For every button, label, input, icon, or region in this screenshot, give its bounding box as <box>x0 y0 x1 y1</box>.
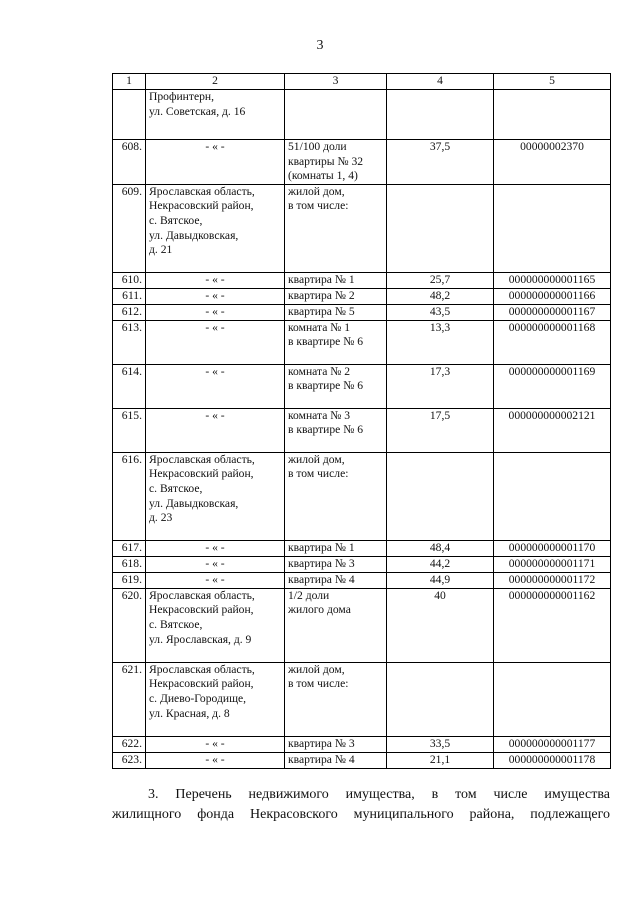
row-number-cell: 621. <box>113 662 146 736</box>
area-cell: 48,4 <box>387 540 494 556</box>
area-cell: 33,5 <box>387 736 494 752</box>
address-cell: Профинтерн, ул. Советская, д. 16 <box>146 90 285 140</box>
object-description-cell: комната № 1 в квартире № 6 <box>285 320 387 364</box>
row-number-cell: 622. <box>113 736 146 752</box>
area-cell: 25,7 <box>387 272 494 288</box>
object-description-cell: квартира № 4 <box>285 572 387 588</box>
address-cell: - « - <box>146 556 285 572</box>
row-number-cell: 616. <box>113 452 146 540</box>
address-cell: - « - <box>146 540 285 556</box>
column-header: 5 <box>494 74 611 90</box>
row-number-cell: 620. <box>113 588 146 662</box>
registry-code-cell: 000000000001178 <box>494 752 611 768</box>
table-row <box>113 304 611 320</box>
area-cell: 44,2 <box>387 556 494 572</box>
address-cell: - « - <box>146 288 285 304</box>
column-header: 4 <box>387 74 494 90</box>
property-table <box>112 73 611 769</box>
address-cell: Ярославская область, Некрасовский район, с. Диево-Городище, ул. Красная, д. 8 <box>146 662 285 736</box>
object-description-cell: квартира № 4 <box>285 752 387 768</box>
address-cell: - « - <box>146 304 285 320</box>
row-number-cell: 608. <box>113 140 146 185</box>
row-number-cell: 611. <box>113 288 146 304</box>
area-cell: 48,2 <box>387 288 494 304</box>
area-cell <box>387 452 494 540</box>
table-row <box>113 588 611 662</box>
object-description-cell: 51/100 доли квартиры № 32 (комнаты 1, 4) <box>285 140 387 185</box>
registry-code-cell: 000000000001165 <box>494 272 611 288</box>
row-number-cell: 619. <box>113 572 146 588</box>
row-number-cell: 612. <box>113 304 146 320</box>
row-number-cell: 613. <box>113 320 146 364</box>
column-header: 2 <box>146 74 285 90</box>
table-row <box>113 572 611 588</box>
table-row <box>113 540 611 556</box>
address-cell: - « - <box>146 364 285 408</box>
row-number-cell: 618. <box>113 556 146 572</box>
registry-code-cell: 000000000001170 <box>494 540 611 556</box>
table-row <box>113 140 611 185</box>
registry-code-cell <box>494 90 611 140</box>
row-number-cell: 617. <box>113 540 146 556</box>
registry-code-cell <box>494 184 611 272</box>
area-cell: 44,9 <box>387 572 494 588</box>
address-cell: - « - <box>146 272 285 288</box>
registry-code-cell: 000000000001168 <box>494 320 611 364</box>
registry-code-cell: 000000000001171 <box>494 556 611 572</box>
area-cell <box>387 662 494 736</box>
area-cell: 17,5 <box>387 408 494 452</box>
table-header-row <box>113 74 611 90</box>
object-description-cell: квартира № 3 <box>285 556 387 572</box>
registry-code-cell: 000000000001177 <box>494 736 611 752</box>
row-number-cell: 615. <box>113 408 146 452</box>
registry-code-cell: 000000000002121 <box>494 408 611 452</box>
object-description-cell: 1/2 доли жилого дома <box>285 588 387 662</box>
address-cell: - « - <box>146 408 285 452</box>
object-description-cell: квартира № 2 <box>285 288 387 304</box>
row-number-cell <box>113 90 146 140</box>
object-description-cell: квартира № 5 <box>285 304 387 320</box>
object-description-cell: жилой дом, в том числе: <box>285 662 387 736</box>
object-description-cell: квартира № 3 <box>285 736 387 752</box>
registry-code-cell: 00000002370 <box>494 140 611 185</box>
column-header: 1 <box>113 74 146 90</box>
table-row <box>113 662 611 736</box>
table-row <box>113 452 611 540</box>
area-cell: 21,1 <box>387 752 494 768</box>
address-cell: - « - <box>146 140 285 185</box>
object-description-cell: квартира № 1 <box>285 540 387 556</box>
address-cell: Ярославская область, Некрасовский район, с. Вятское, ул. Давыдковская, д. 23 <box>146 452 285 540</box>
registry-code-cell: 000000000001172 <box>494 572 611 588</box>
object-description-cell: квартира № 1 <box>285 272 387 288</box>
table-row <box>113 90 611 140</box>
area-cell: 43,5 <box>387 304 494 320</box>
object-description-cell: жилой дом, в том числе: <box>285 452 387 540</box>
area-cell <box>387 90 494 140</box>
paragraph-line: 3. Перечень недвижимого имущества, в том числе имущества <box>148 787 610 802</box>
row-number-cell: 623. <box>113 752 146 768</box>
area-cell: 13,3 <box>387 320 494 364</box>
row-number-cell: 614. <box>113 364 146 408</box>
table-row <box>113 364 611 408</box>
table-row <box>113 184 611 272</box>
table-row <box>113 320 611 364</box>
area-cell: 40 <box>387 588 494 662</box>
table-row <box>113 556 611 572</box>
column-header: 3 <box>285 74 387 90</box>
area-cell <box>387 184 494 272</box>
paragraph-line: жилищного фонда Некрасовского муниципального района, подлежащего <box>112 807 610 822</box>
registry-code-cell: 000000000001169 <box>494 364 611 408</box>
table-row <box>113 408 611 452</box>
object-description-cell: комната № 2 в квартире № 6 <box>285 364 387 408</box>
registry-code-cell: 000000000001162 <box>494 588 611 662</box>
object-description-cell: жилой дом, в том числе: <box>285 184 387 272</box>
section-paragraph <box>112 785 610 825</box>
area-cell: 37,5 <box>387 140 494 185</box>
address-cell: - « - <box>146 320 285 364</box>
row-number-cell: 609. <box>113 184 146 272</box>
area-cell: 17,3 <box>387 364 494 408</box>
registry-code-cell: 000000000001166 <box>494 288 611 304</box>
page-number: 3 <box>316 38 324 53</box>
table-row <box>113 288 611 304</box>
table-row <box>113 752 611 768</box>
registry-code-cell <box>494 452 611 540</box>
address-cell: Ярославская область, Некрасовский район, с. Вятское, ул. Ярославская, д. 9 <box>146 588 285 662</box>
address-cell: - « - <box>146 752 285 768</box>
table-row <box>113 736 611 752</box>
object-description-cell: комната № 3 в квартире № 6 <box>285 408 387 452</box>
registry-code-cell <box>494 662 611 736</box>
table-row <box>113 272 611 288</box>
address-cell: - « - <box>146 736 285 752</box>
address-cell: - « - <box>146 572 285 588</box>
object-description-cell <box>285 90 387 140</box>
row-number-cell: 610. <box>113 272 146 288</box>
registry-code-cell: 000000000001167 <box>494 304 611 320</box>
address-cell: Ярославская область, Некрасовский район, с. Вятское, ул. Давыдковская, д. 21 <box>146 184 285 272</box>
